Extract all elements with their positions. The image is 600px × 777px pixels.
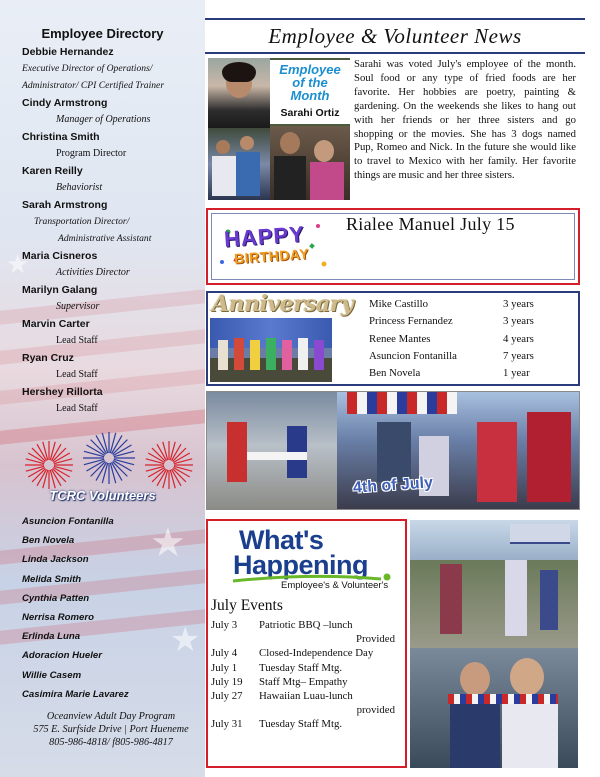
portrait-photo [208,58,270,128]
directory-entry [22,384,202,417]
birthday-section [206,208,580,285]
star-icon: ★ [6,250,30,280]
anniversary-name: Ben Novela [369,367,421,380]
event-text-continued: provided [356,704,395,717]
employee-name: Maria Cisneros [22,250,98,262]
anniversary-names [369,296,489,382]
badge-line-3: Month [290,88,330,103]
header-rule-top [205,18,585,20]
outdoor-dance-photo [410,520,578,648]
event-date: July 19 [211,675,243,688]
footer-address [22,710,200,749]
employee-role: Manager of Operations [56,114,151,125]
employee-name: Sarah Armstrong [22,199,108,211]
anniversary-name: Mike Castillo [369,298,429,310]
employee-name: Debbie Hernandez [22,46,114,58]
whats-happening-logo [211,523,401,599]
logo-subtitle: Employee's & Volunteer's [281,580,389,591]
directory-list [22,44,202,418]
birthday-text: Rialee Manuel July 15 [346,214,515,234]
employee-of-month-text: Sarahi was voted July's employee of the month. Soul food or any type of fried foods are her favorite. Her hobbies are poetry, painting & gardening. On the weekends she likes to hang out with her friends or her three sisters and go shopping or the movies. She has 3 dogs named Pup, Romeo and Nick. In the future she would like to travel to Mexico with her family. Her favorite things are music and her three sisters. [354,58,576,182]
event-text: Tuesday Staff Mtg. [259,718,343,731]
employee-role: Behaviorist [56,182,103,193]
employee-name: Hershey Rillorta [22,386,103,398]
badge-line-2: of the [292,75,328,90]
event-row [211,675,403,689]
birthday-art-line-2: BIRTHDAY [233,245,310,267]
staff-selfie-photo [410,648,578,768]
directory-title: Employee Directory [41,26,164,41]
volunteer-name: Melida Smith [22,573,82,585]
footer-program: Oceanview Adult Day Program [46,711,176,722]
directory-entry [22,129,202,162]
directory-entry [22,95,202,128]
footer-phone: 805-986-4818/ f805-986-4817 [49,737,173,748]
header-rule-bottom [205,52,585,54]
anniversary-years [503,296,563,382]
anniversary-years-value: 1 year [503,367,530,380]
event-row [211,646,403,660]
employee-role: Executive Director of Operations/ [22,63,153,74]
star-icon: ★ [150,520,186,566]
employee-name: Cindy Armstrong [22,97,108,109]
volunteer-name: Nerrisa Romero [22,612,94,624]
employee-role: Lead Staff [56,403,98,414]
event-text: Tuesday Staff Mtg. [259,661,343,674]
volunteer-name: Casimira Marie Lavarez [22,688,129,700]
employee-role: Program Director [56,148,127,159]
event-row [211,689,403,717]
employee-role: Supervisor [56,301,100,312]
volunteer-name: Linda Jackson [22,554,89,566]
employee-role: Administrator/ CPI Certified Trainer [22,80,165,91]
anniversary-name: Renee Mantes [369,332,431,345]
employee-role: Administrative Assistant [58,233,152,244]
fireworks-illustration [14,430,199,495]
directory-entry [22,282,202,315]
anniversary-name: Princess Fernandez [369,315,453,328]
anniversary-group-photo [210,318,332,382]
friends-photo [270,126,350,200]
employee-of-month-badge [270,60,350,124]
anniversary-years-value: 7 years [503,349,534,362]
birthday-art-line-1: HAPPY [223,221,306,252]
logo-line-1: What's [239,525,324,555]
newsletter-title: Employee & Volunteer News [268,24,522,48]
group-photo [208,128,270,200]
volunteer-name: Erlinda Luna [22,631,81,643]
volunteer-name: Asuncion Fontanilla [22,516,114,527]
employee-name: Marilyn Galang [22,284,98,296]
events-list [211,618,403,732]
event-text: Patriotic BBQ –lunch [259,619,353,631]
volunteer-name: Cynthia Patten [22,592,90,604]
sidebar-directory [0,0,205,777]
directory-entry [22,316,202,349]
badge-line-1: Employee [279,62,341,77]
directory-entry [22,197,202,247]
employee-of-month-name: Sarahi Ortiz [280,107,340,119]
event-date: July 4 [211,647,238,660]
volunteers-title: TCRC Volunteers [49,488,156,503]
event-date: July 27 [211,690,243,703]
event-text: Closed-Independence Day [259,647,374,660]
event-text-continued: Provided [356,633,395,646]
volunteer-name: Willie Casem [22,669,82,681]
directory-entry [22,44,202,94]
employee-role: Activities Director [56,267,130,278]
event-date: July 3 [211,619,238,631]
footer-street: 575 E. Surfside Drive | Port Hueneme [33,724,189,735]
event-date: July 31 [211,718,243,731]
anniversary-years-value: 3 years [503,298,534,310]
anniversary-years-value: 3 years [503,315,534,328]
volunteers-list [22,512,197,704]
july-fourth-label: 4th of July [352,474,434,497]
anniversary-years-value: 4 years [503,332,534,345]
directory-entry [22,248,202,281]
anniversary-name: Asuncion Fontanilla [369,349,457,362]
anniversary-title: Anniversary [212,291,354,317]
employee-name: Marvin Carter [22,318,90,330]
event-row [211,661,403,675]
directory-entry [22,163,202,196]
employee-role: Lead Staff [56,369,98,380]
employee-role: Lead Staff [56,335,98,346]
volunteer-name: Adoracion Hueler [22,650,102,662]
events-title: July Events [211,597,283,614]
volunteer-name: Ben Novela [22,535,75,547]
event-row [211,717,403,731]
directory-entry [22,350,202,383]
event-row [211,618,403,646]
event-text: Staff Mtg– Empathy [259,675,348,688]
employee-role: Transportation Director/ [34,216,130,227]
employee-name: Ryan Cruz [22,352,74,364]
star-icon: ★ [170,620,201,660]
employee-name: Karen Reilly [22,165,83,177]
event-text: Hawaiian Luau-lunch [259,690,353,703]
event-date: July 1 [211,661,238,674]
logo-line-2: Happening [233,550,368,580]
employee-name: Christina Smith [22,131,100,143]
